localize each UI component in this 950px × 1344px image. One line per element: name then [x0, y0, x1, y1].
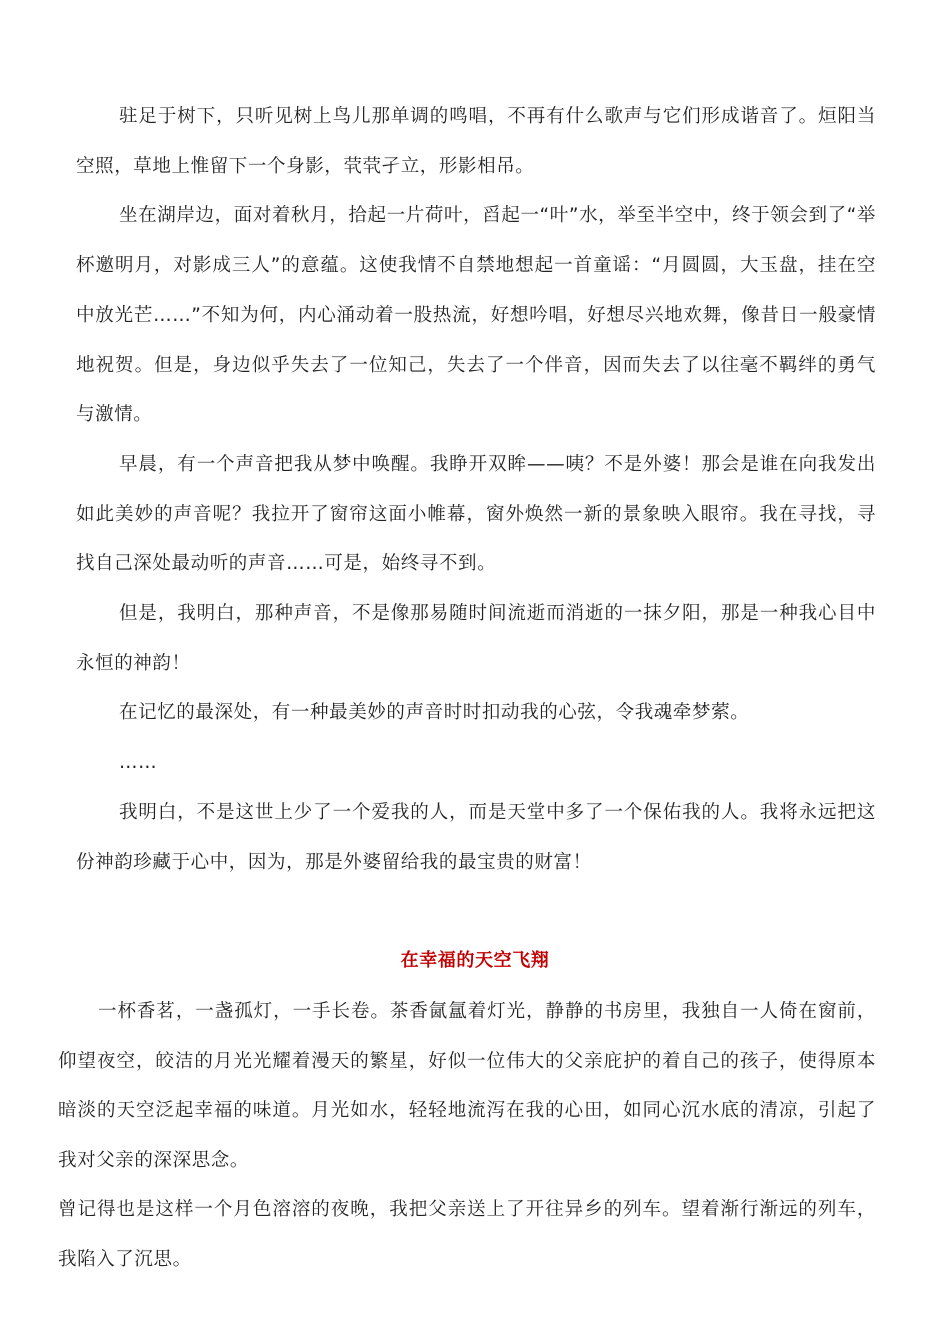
paragraph: 在记忆的最深处，有一种最美妙的声音时时扣动我的心弦，令我魂牵梦萦。 — [119, 702, 750, 724]
paragraph: 早晨，有一个声音把我从梦中唤醒。我睁开双眸——咦？不是外婆！那会是谁在向我发出如此美妙的声音呢？我拉开了窗帘这面小帷幕，窗外焕然一新的景象映入眼帘。我在寻找，寻找自己深处最动听的声音……可是，始终寻不到。 — [76, 453, 876, 575]
paragraph: 但是，我明白，那种声音，不是像那易随时间流逝而消逝的一抹夕阳，那是一种我心目中永恒的神韵！ — [76, 603, 876, 674]
essay-ending-section — [76, 92, 876, 887]
paragraph: 一杯香茗，一盏孤灯，一手长卷。茶香氤氲着灯光，静静的书房里，我独自一人倚在窗前，仰望夜空，皎洁的月光光耀着漫天的繁星，好似一位伟大的父亲庇护的着自己的孩子，使得原本暗淡的天空泛起幸福的味道。月光如水，轻轻地流泻在我的心田，如同心沉水底的清凉，引起了我对父亲的深深思念。 — [58, 1001, 876, 1171]
paragraph: 我明白，不是这世上少了一个爱我的人，而是天堂中多了一个保佑我的人。我将永远把这份神韵珍藏于心中，因为，那是外婆留给我的最宝贵的财富！ — [76, 801, 876, 873]
ellipsis-paragraph: …… — [119, 752, 158, 774]
paragraph: 驻足于树下，只听见树上鸟儿那单调的鸣唱，不再有什么歌声与它们形成谐音了。烜阳当空照，草地上惟留下一个身影，茕茕孑立，形影相吊。 — [76, 106, 876, 177]
essay-title: 在幸福的天空飞翔 — [400, 950, 550, 971]
paragraph: 曾记得也是这样一个月色溶溶的夜晚，我把父亲送上了开往异乡的列车。望着渐行渐远的列车，我陷入了沉思。 — [58, 1199, 876, 1270]
essay-body-section — [58, 987, 876, 1284]
paragraph: 坐在湖岸边，面对着秋月，拾起一片荷叶，舀起一“叶”水，举至半空中，终于领会到了“举杯邀明月，对影成三人”的意蕴。这使我情不自禁地想起一首童谣：“月圆圆，大玉盘，挂在空中放光芒……”不知为何，内心涌动着一股热流，好想吟唱，好想尽兴地欢舞，像昔日一般豪情地祝贺。但是，身边似乎失去了一位知己，失去了一个伴音，因而失去了以往毫不羁绊的勇气与激情。 — [76, 205, 876, 426]
